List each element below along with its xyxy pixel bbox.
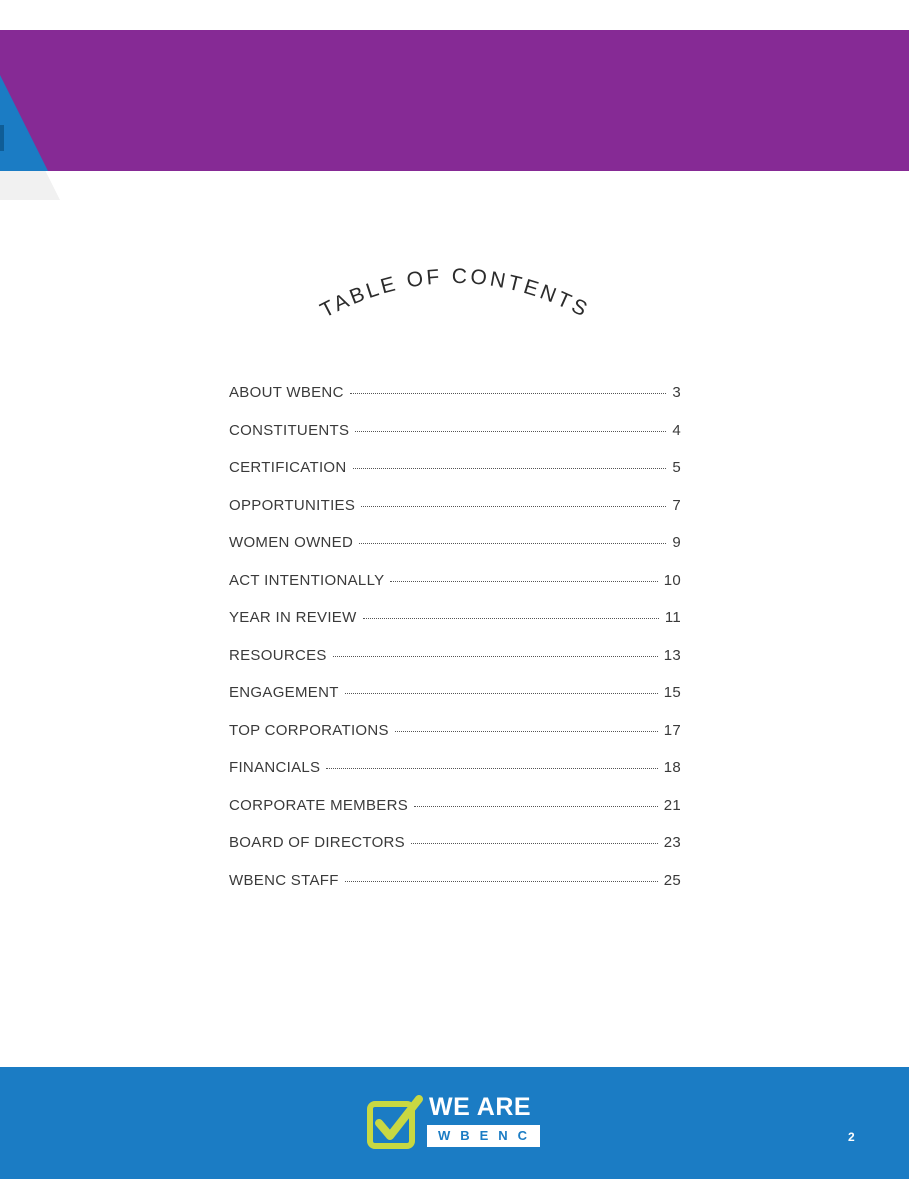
toc-entry-page: 17 bbox=[663, 721, 681, 739]
toc-entry-label: WOMEN OWNED bbox=[229, 534, 354, 551]
toc-entry-page: 10 bbox=[663, 571, 681, 589]
toc-dot-leader bbox=[353, 468, 667, 469]
toc-entry-label: ENGAGEMENT bbox=[229, 684, 339, 701]
toc-entry[interactable] bbox=[229, 647, 681, 685]
logo-text-box: WBENC bbox=[427, 1125, 540, 1147]
toc-entry-page: 21 bbox=[663, 796, 681, 814]
toc-entry-page: 3 bbox=[672, 384, 681, 401]
we-are-wbenc-logo bbox=[367, 1095, 543, 1151]
toc-dot-leader bbox=[345, 881, 658, 882]
toc-entry-page: 13 bbox=[663, 646, 681, 664]
toc-entry-page: 4 bbox=[672, 421, 681, 439]
toc-entry-page: 15 bbox=[663, 684, 681, 701]
toc-entry-label: CORPORATE MEMBERS bbox=[229, 796, 409, 814]
toc-entry[interactable] bbox=[229, 609, 681, 647]
toc-entry-page: 11 bbox=[664, 609, 681, 626]
toc-entry-page: 18 bbox=[663, 759, 681, 776]
toc-title bbox=[230, 248, 680, 338]
toc-entry-label: RESOURCES bbox=[229, 646, 327, 664]
toc-title-text: TABLE OF CONTENTS bbox=[316, 264, 594, 323]
toc-entry[interactable] bbox=[229, 534, 681, 572]
toc-dot-leader bbox=[355, 431, 666, 432]
toc-dot-leader bbox=[359, 543, 666, 544]
toc-entry-label: BOARD OF DIRECTORS bbox=[229, 834, 405, 851]
toc-entry[interactable] bbox=[229, 722, 681, 760]
toc-dot-leader bbox=[350, 393, 667, 394]
toc-entry[interactable] bbox=[229, 422, 681, 460]
toc-entry[interactable] bbox=[229, 834, 681, 872]
logo-text-top: WE ARE bbox=[429, 1093, 532, 1121]
toc-dot-leader bbox=[361, 506, 666, 507]
toc-entry[interactable] bbox=[229, 459, 681, 497]
toc-entry-label: CONSTITUENTS bbox=[229, 421, 350, 439]
toc-entry-page: 9 bbox=[672, 534, 681, 551]
toc-entry[interactable] bbox=[229, 684, 681, 722]
toc-dot-leader bbox=[326, 768, 657, 769]
toc-entry-label: CERTIFICATION bbox=[229, 459, 347, 476]
toc-entry-page: 25 bbox=[663, 871, 681, 889]
toc-entry-page: 23 bbox=[663, 834, 681, 851]
toc-dot-leader bbox=[363, 618, 659, 619]
toc-entry-label: WBENC STAFF bbox=[229, 871, 339, 889]
toc-dot-leader bbox=[333, 656, 658, 657]
toc-dot-leader bbox=[390, 581, 657, 582]
toc-dot-leader bbox=[411, 843, 658, 844]
toc-entry[interactable] bbox=[229, 384, 681, 422]
toc-dot-leader bbox=[414, 806, 658, 807]
toc-dot-leader bbox=[345, 693, 658, 694]
toc-entry-label: ACT INTENTIONALLY bbox=[229, 571, 385, 589]
toc-entry-label: YEAR IN REVIEW bbox=[229, 609, 357, 626]
page-number: 2 bbox=[848, 1130, 855, 1144]
toc-entry[interactable] bbox=[229, 497, 681, 535]
toc-entry[interactable] bbox=[229, 759, 681, 797]
toc-list bbox=[229, 384, 681, 909]
toc-entry[interactable] bbox=[229, 572, 681, 610]
toc-entry-label: ABOUT WBENC bbox=[229, 384, 344, 401]
svg-text:TABLE OF CONTENTS bbox=[317, 265, 594, 323]
toc-entry-page: 7 bbox=[672, 496, 681, 514]
header-band bbox=[0, 30, 909, 171]
toc-entry[interactable] bbox=[229, 872, 681, 910]
toc-dot-leader bbox=[395, 731, 658, 732]
toc-entry-label: TOP CORPORATIONS bbox=[229, 721, 389, 739]
toc-entry-label: OPPORTUNITIES bbox=[229, 496, 356, 514]
toc-entry-label: FINANCIALS bbox=[229, 759, 321, 776]
corner-accent-shape bbox=[0, 0, 80, 220]
toc-entry[interactable] bbox=[229, 797, 681, 835]
checkbox-check-icon bbox=[367, 1095, 423, 1151]
toc-entry-page: 5 bbox=[672, 459, 681, 476]
